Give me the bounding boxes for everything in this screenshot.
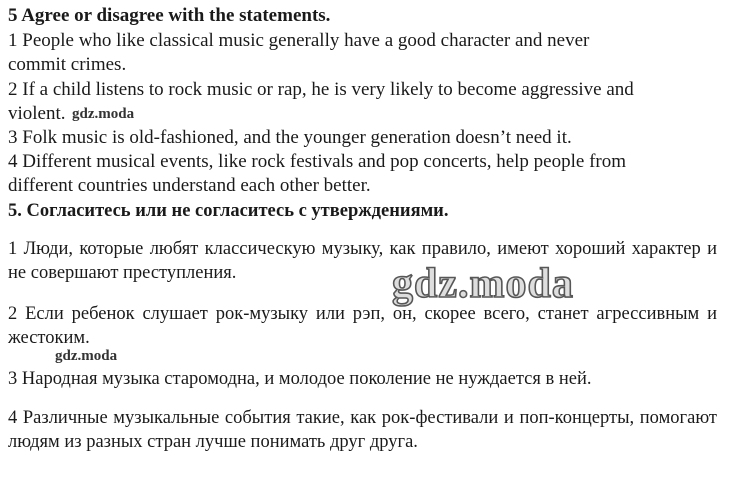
russian-item-2: 2 Если ребенок слушает рок-музыку или рэп, он, скорее всего, станет агрессивным и жестоким. xyxy=(8,304,717,348)
watermark-small-2: gdz.moda xyxy=(55,348,118,364)
english-line-4: violent. xyxy=(8,103,66,124)
english-heading: 5 Agree or disagree with the statements. xyxy=(8,5,331,26)
russian-heading: 5. Согласитесь или не согласитесь с утверждениями. xyxy=(8,201,449,221)
russian-item-4: 4 Различные музыкальные события такие, как рок-фестивали и поп-концерты, помогают людям из разных стран лучше понимать друг друга. xyxy=(8,408,717,452)
english-line-7: different countries understand each other better. xyxy=(8,175,371,196)
watermark-large: gdz.moda xyxy=(392,261,574,307)
watermark-small-1: gdz.moda xyxy=(72,106,135,122)
russian-item-3: 3 Народная музыка старомодна, и молодое поколение не нуждается в ней. xyxy=(8,369,592,389)
english-line-1: 1 People who like classical music generally have a good character and never xyxy=(8,30,590,51)
english-line-3: 2 If a child listens to rock music or rap, he is very likely to become aggressive and xyxy=(8,79,634,100)
english-line-6: 4 Different musical events, like rock festivals and pop concerts, help people from xyxy=(8,151,627,172)
english-line-5: 3 Folk music is old-fashioned, and the younger generation doesn’t need it. xyxy=(8,127,572,148)
russian-item-1: 1 Люди, которые любят классическую музыку, как правило, имеют хороший характер и не совершают преступления. xyxy=(8,239,717,283)
english-line-2: commit crimes. xyxy=(8,54,127,75)
